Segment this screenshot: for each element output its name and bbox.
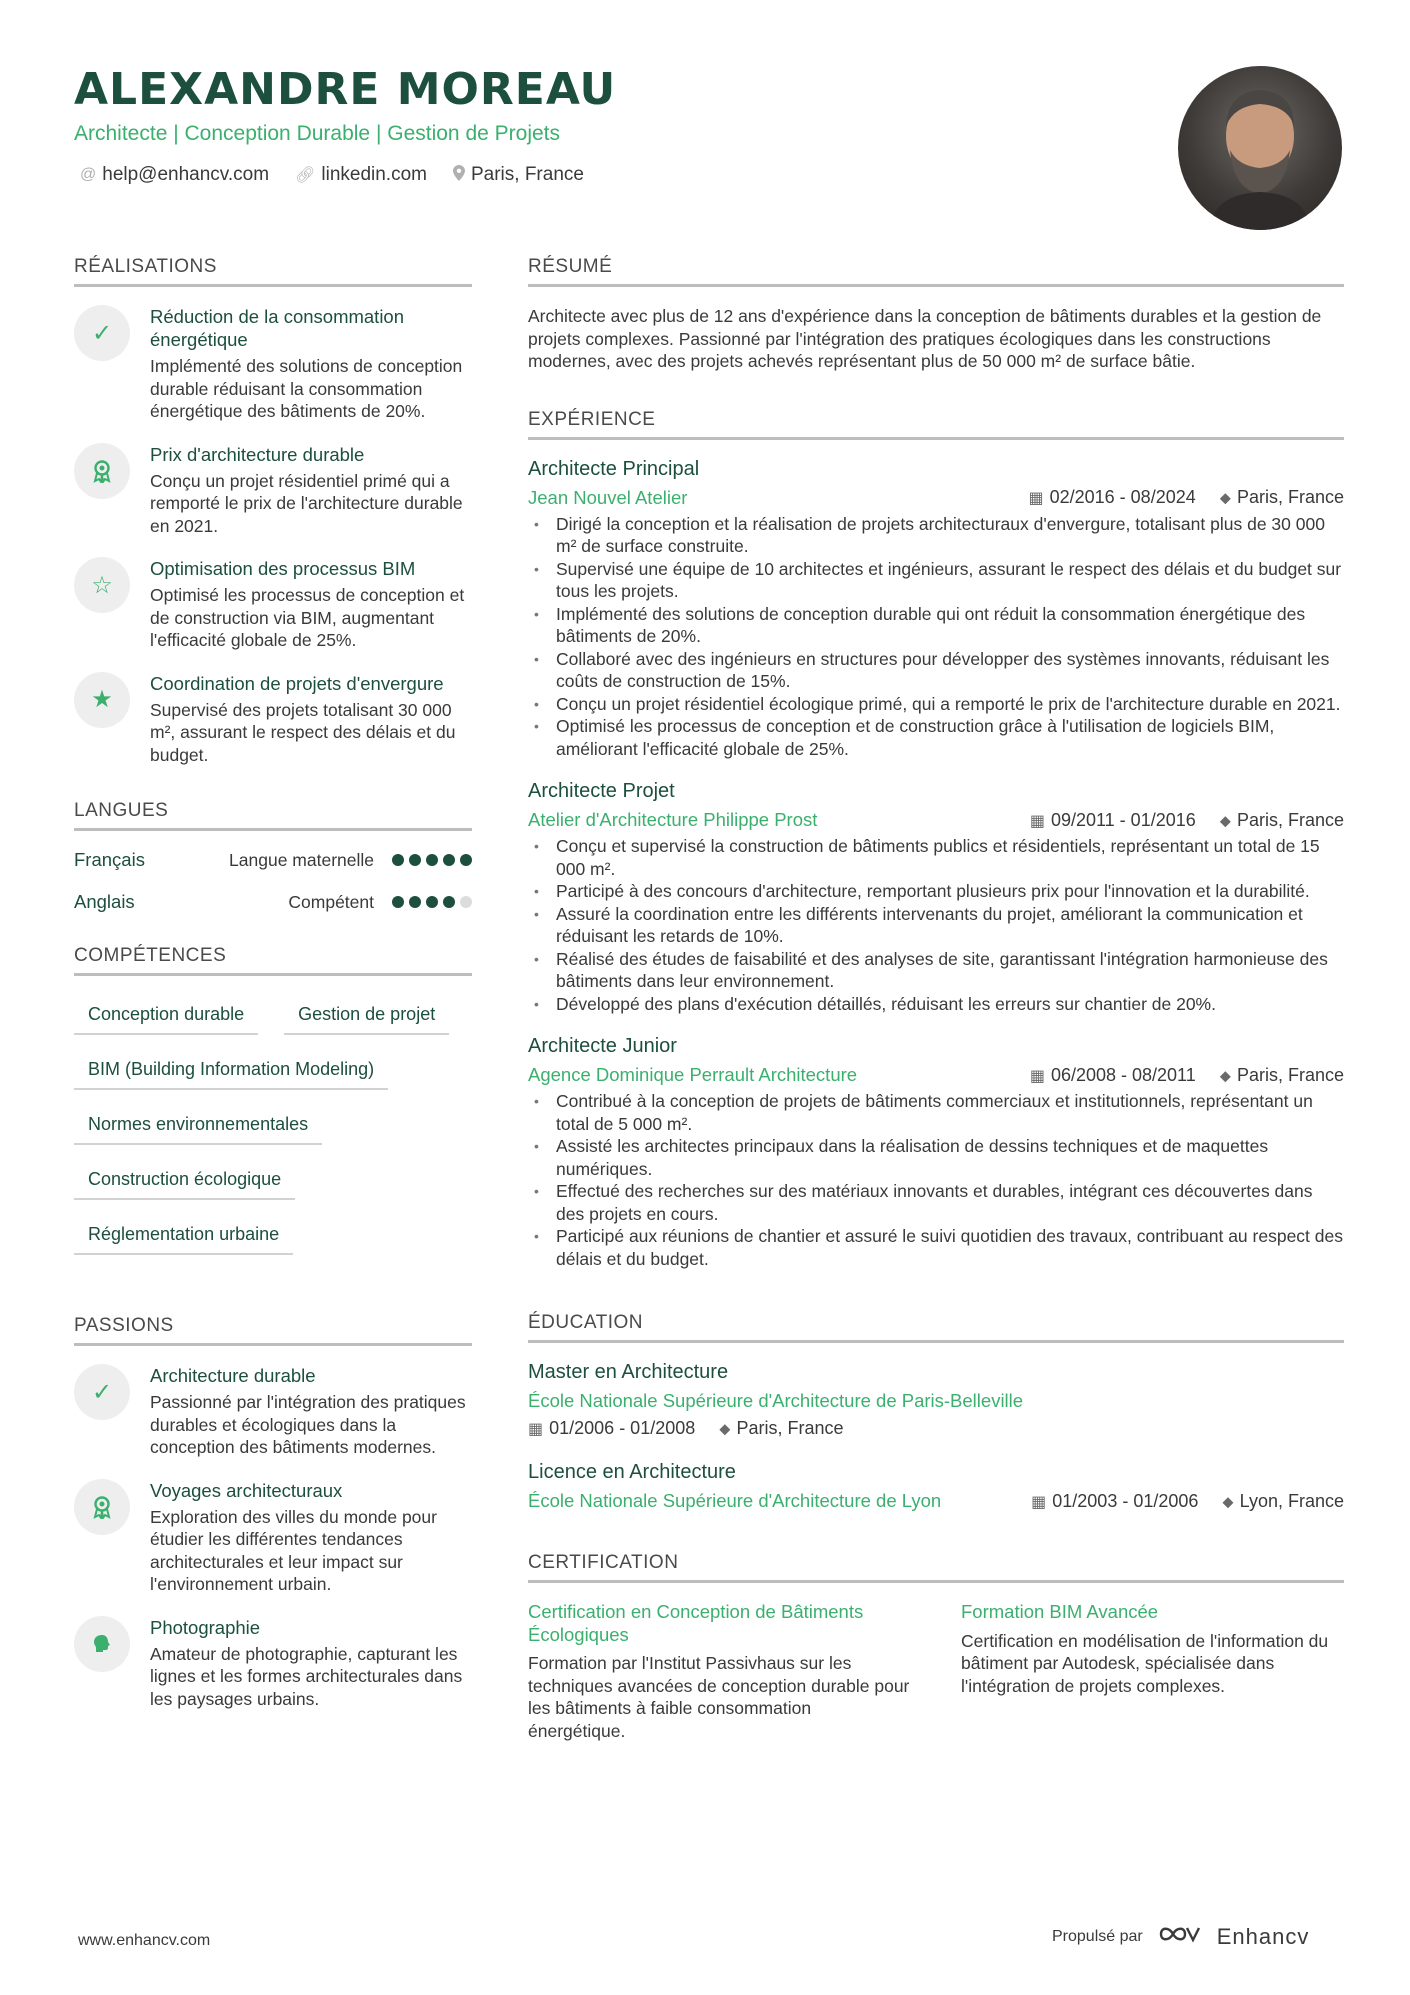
star-outline-icon: ☆	[74, 557, 130, 613]
contact-bar	[80, 164, 584, 186]
achievement-item	[74, 305, 472, 423]
job-dates: 02/2016 - 08/2024	[1049, 487, 1196, 507]
job-meta-row	[528, 809, 1344, 831]
location-pin-icon: ⬥	[1219, 1067, 1231, 1085]
bullet-item: • Contribué à la conception de projets de bâtiments commerciaux et institutionnels, représentant un total de 5 000 m².	[528, 1090, 1344, 1135]
rating-dot-filled	[409, 854, 421, 866]
at-icon: @	[80, 166, 97, 183]
bullet-item: • Assuré la coordination entre les différents intervenants du projet, améliorant la communication et réduisant les retards de 10%.	[528, 903, 1344, 948]
job-title: Architecte Projet	[528, 780, 675, 802]
footer-brand	[1052, 1922, 1309, 1951]
rating-dot-filled	[392, 854, 404, 866]
language-name: Français	[74, 849, 145, 870]
calendar-icon: ▦	[1028, 490, 1044, 507]
check-icon: ✓	[74, 305, 130, 361]
bullet-item: • Réalisé des études de faisabilité et des analyses de site, garantissant l'intégration harmonieuse des bâtiments dans leur environnement.	[528, 948, 1344, 993]
profile-photo	[1178, 66, 1342, 230]
job-dates: 09/2011 - 01/2016	[1050, 809, 1196, 830]
bullet-item: • Implémenté des solutions de conception durable qui ont réduit la consommation énergétique des bâtiments de 20%.	[528, 603, 1344, 648]
skill-tag: Normes environnementales	[74, 1104, 322, 1145]
skill-tag: Gestion de projet	[284, 994, 449, 1035]
language-rating	[392, 896, 472, 908]
bullet-item: • Assisté les architectes principaux dans la réalisation de dessins techniques et de maquettes numériques.	[528, 1135, 1344, 1180]
passion-item	[74, 1479, 472, 1596]
summary-text: Architecte avec plus de 12 ans d'expérience dans la conception de bâtiments durables et la gestion de projets complexes. Passionné par l'intégration des pratiques écologiques dans les constructions modernes, avec des projets achevés représentant plus de 50 000 m² de surface bâtie.	[528, 306, 1322, 371]
rating-dot-filled	[409, 896, 421, 908]
achievements-heading: RÉALISATIONS	[74, 256, 472, 287]
degree-title: Master en Architecture	[528, 1361, 729, 1383]
calendar-icon: ▦	[1029, 1067, 1045, 1085]
linkedin-text: linkedin.com	[321, 164, 427, 185]
location-pin-icon: ⬥	[1219, 812, 1231, 830]
rating-dot-filled	[443, 896, 455, 908]
location-pin-icon: ⬥	[1219, 490, 1231, 507]
bullet-item: • Participé aux réunions de chantier et assuré le suivi quotidien des travaux, contribuant au respect des délais et du budget.	[528, 1225, 1344, 1270]
language-row	[74, 849, 472, 871]
achievement-desc: Conçu un projet résidentiel primé qui a remporté le prix de l'architecture durable en 2021.	[150, 470, 463, 536]
job-entry	[528, 458, 1344, 761]
skill-tag: Construction écologique	[74, 1159, 295, 1200]
job-meta	[1028, 487, 1344, 508]
bullet-item: • Supervisé une équipe de 10 architectes et ingénieurs, assurant le respect des délais et du budget sur tous les projets.	[528, 558, 1344, 603]
rating-dot-filled	[392, 896, 404, 908]
bullet-item: • Conçu un projet résidentiel écologique primé, qui a remporté le prix de l'architecture durable en 2021.	[528, 693, 1344, 716]
bullet-item: • Participé à des concours d'architecture, remportant plusieurs prix pour l'innovation et la durabilité.	[528, 880, 1344, 903]
bullet-item: • Collaboré avec des ingénieurs en structures pour développer des systèmes innovants, réduisant les coûts de construction de 15%.	[528, 648, 1344, 693]
job-meta-row	[528, 1064, 1344, 1086]
skill-tag: BIM (Building Information Modeling)	[74, 1049, 388, 1090]
certification-item	[528, 1601, 911, 1742]
education-heading: ÉDUCATION	[528, 1312, 1344, 1343]
rating-dot-filled	[443, 854, 455, 866]
company-name: Agence Dominique Perrault Architecture	[528, 1064, 858, 1085]
language-level: Compétent	[288, 891, 374, 912]
bullet-item: • Optimisé les processus de conception et de construction grâce à l'utilisation de logiciels BIM, améliorant l'efficacité globale de 25%.	[528, 715, 1344, 760]
certification-title: Formation BIM Avancée	[961, 1601, 1159, 1622]
powered-by-text: Propulsé par	[1052, 1927, 1143, 1945]
award-icon	[74, 443, 130, 499]
job-location: Paris, France	[1236, 1064, 1344, 1085]
calendar-icon: ▦	[1031, 1493, 1047, 1511]
location-pin-icon: ⬥	[1222, 1493, 1234, 1511]
job-meta	[1030, 810, 1344, 831]
school-name: École Nationale Supérieure d'Architecture de Lyon	[528, 1490, 942, 1511]
rating-dot-filled	[426, 896, 438, 908]
passion-title: Voyages architecturaux	[150, 1479, 343, 1501]
education-entry	[528, 1461, 1344, 1512]
language-name: Anglais	[74, 891, 135, 912]
job-title: Architecte Principal	[528, 457, 700, 480]
skill-tag: Réglementation urbaine	[74, 1214, 293, 1255]
certification-desc: Certification en modélisation de l'information du bâtiment par Autodesk, spécialisée dans l'intégration de projets complexes.	[961, 1630, 1329, 1696]
achievement-item	[74, 557, 472, 652]
footer-website[interactable]: www.enhancv.com	[78, 1932, 211, 1949]
achievement-title: Coordination de projets d'envergure	[150, 672, 444, 694]
passion-desc: Passionné par l'intégration des pratiques durables et écologiques dans la conception des bâtiments modernes.	[150, 1392, 466, 1457]
calendar-icon: ▦	[528, 1421, 544, 1438]
enhancv-logo-icon	[1157, 1922, 1203, 1951]
bullet-item: • Effectué des recherches sur des matériaux innovants et durables, intégrant ces découvertes dans des projets en cours.	[528, 1180, 1344, 1225]
job-location: Paris, France	[1236, 809, 1344, 830]
rating-dot-filled	[426, 854, 438, 866]
job-bullets	[528, 513, 1344, 761]
certification-item	[961, 1601, 1344, 1742]
certification-grid	[528, 1601, 1344, 1742]
candidate-name: ALEXANDRE MOREAU	[74, 64, 617, 115]
bullet-item: • Dirigé la conception et la réalisation de projets architecturaux d'envergure, totalisant plus de 30 000 m² de surface construite.	[528, 513, 1344, 558]
achievement-desc: Optimisé les processus de conception et de construction via BIM, augmentant l'efficacité globale de 25%.	[150, 585, 465, 650]
bullet-item: • Développé des plans d'exécution détaillés, réduisant les erreurs sur chantier de 20%.	[528, 993, 1344, 1016]
language-rating	[392, 854, 472, 866]
certification-heading: CERTIFICATION	[528, 1552, 1344, 1583]
passion-title: Photographie	[150, 1616, 261, 1638]
achievement-title: Prix d'architecture durable	[150, 443, 365, 465]
education-meta	[1031, 1491, 1344, 1512]
education-meta	[528, 1418, 1344, 1439]
degree-title: Licence en Architecture	[528, 1461, 736, 1483]
award-icon	[74, 1479, 130, 1535]
left-column	[74, 256, 472, 1730]
languages-heading: LANGUES	[74, 800, 472, 831]
contact-email[interactable]	[80, 164, 269, 186]
skills-list	[74, 994, 472, 1269]
contact-location	[453, 164, 584, 186]
passion-item	[74, 1616, 472, 1711]
job-meta	[1030, 1065, 1344, 1086]
job-bullets	[528, 1090, 1344, 1270]
company-name: Atelier d'Architecture Philippe Prost	[528, 809, 818, 830]
skills-heading: COMPÉTENCES	[74, 945, 472, 976]
passion-desc: Amateur de photographie, capturant les lignes et les formes architecturales dans les paysages urbains.	[150, 1643, 463, 1709]
passion-desc: Exploration des villes du monde pour étudier les différentes tendances architecturales et leur impact sur l'environnement urbain.	[150, 1506, 437, 1594]
company-name: Jean Nouvel Atelier	[528, 486, 688, 508]
job-entry	[528, 780, 1344, 1015]
achievement-title: Optimisation des processus BIM	[150, 558, 416, 579]
achievement-item	[74, 443, 472, 538]
achievement-item	[74, 672, 472, 767]
job-title: Architecte Junior	[528, 1035, 677, 1057]
rating-dot-empty	[460, 896, 472, 908]
education-dates: 01/2003 - 01/2006	[1052, 1490, 1199, 1511]
job-dates: 06/2008 - 08/2011	[1050, 1064, 1196, 1085]
job-bullets	[528, 835, 1344, 1015]
passions-heading: PASSIONS	[74, 1315, 472, 1346]
email-text: help@enhancv.com	[102, 164, 270, 185]
job-meta-row	[528, 487, 1344, 509]
calendar-icon: ▦	[1029, 812, 1045, 830]
star-icon: ★	[74, 672, 130, 728]
location-text: Paris, France	[470, 164, 584, 185]
achievement-desc: Implémenté des solutions de conception durable réduisant la consommation énergétique des bâtiments de 20%.	[150, 356, 463, 421]
location-pin-icon: ⬥	[719, 1421, 731, 1438]
brand-name: Enhancv	[1216, 1923, 1310, 1949]
achievement-title: Réduction de la consommation énergétique	[150, 306, 405, 350]
right-column	[528, 256, 1344, 1742]
passion-item	[74, 1364, 472, 1459]
experience-heading: EXPÉRIENCE	[528, 409, 1344, 440]
education-meta-row	[528, 1490, 1344, 1512]
link-icon: 🔗︎	[295, 167, 316, 184]
job-location: Paris, France	[1236, 487, 1344, 507]
summary-heading: RÉSUMÉ	[528, 256, 1344, 287]
language-row	[74, 891, 472, 913]
education-location: Paris, France	[736, 1418, 844, 1438]
passion-title: Architecture durable	[150, 1365, 316, 1386]
contact-linkedin[interactable]	[295, 164, 427, 186]
language-level: Langue maternelle	[229, 849, 374, 870]
bullet-item: • Conçu et supervisé la construction de bâtiments publics et résidentiels, représentant un total de 15 000 m².	[528, 835, 1344, 880]
certification-desc: Formation par l'Institut Passivhaus sur les techniques avancées de conception durable pour les bâtiments à faible consommation énergétique.	[528, 1653, 910, 1741]
job-entry	[528, 1035, 1344, 1270]
skill-tag: Conception durable	[74, 994, 258, 1035]
education-entry	[528, 1361, 1344, 1439]
education-location: Lyon, France	[1239, 1490, 1344, 1511]
check-icon: ✓	[74, 1364, 130, 1420]
education-dates: 01/2006 - 01/2008	[549, 1418, 696, 1438]
brain-icon	[74, 1616, 130, 1672]
school-name: École Nationale Supérieure d'Architecture de Paris-Belleville	[528, 1390, 1024, 1411]
rating-dot-filled	[460, 854, 472, 866]
candidate-subtitle: Architecte | Conception Durable | Gestion de Projets	[74, 122, 560, 145]
location-pin-icon	[453, 165, 465, 186]
certification-title: Certification en Conception de Bâtiments Écologiques	[528, 1601, 864, 1645]
achievement-desc: Supervisé des projets totalisant 30 000 m², assurant le respect des délais et du budget.	[150, 699, 456, 765]
